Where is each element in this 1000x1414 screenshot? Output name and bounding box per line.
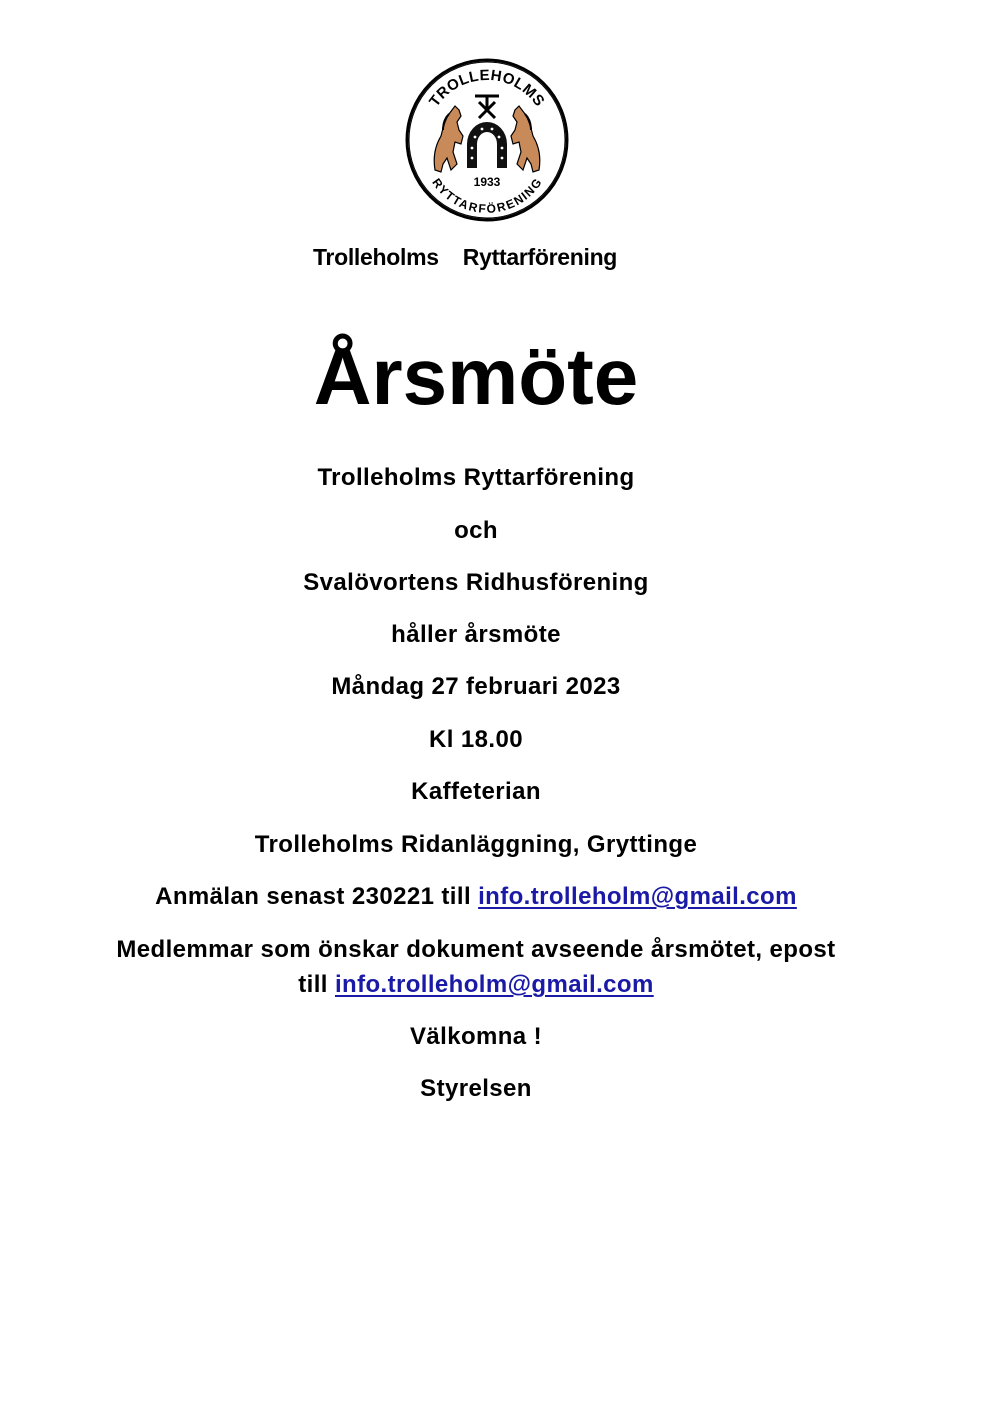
meeting-announcement: håller årsmöte xyxy=(391,621,561,648)
organizer-1: Trolleholms Ryttarförening xyxy=(317,464,635,491)
signup-line xyxy=(0,880,952,914)
documents-line xyxy=(0,932,952,1002)
meeting-date: Måndag 27 februari 2023 xyxy=(331,673,621,700)
organization-header: Trolleholms Ryttarförening xyxy=(312,244,618,270)
documents-text-line1: Medlemmar som önskar dokument avseende årsmötet, epost xyxy=(116,936,836,963)
conjunction: och xyxy=(454,517,498,544)
club-logo xyxy=(405,58,569,222)
documents-text-line2: till xyxy=(298,971,328,998)
organizer-2: Svalövortens Ridhusförening xyxy=(303,569,649,596)
meeting-location: Trolleholms Ridanläggning, Gryttinge xyxy=(254,831,698,858)
documents-email-link[interactable]: info.trolleholm@gmail.com xyxy=(334,971,654,998)
signup-email-link[interactable]: info.trolleholm@gmail.com xyxy=(478,883,797,910)
signature: Styrelsen xyxy=(420,1075,532,1102)
signup-text: Anmälan senast 230221 till xyxy=(155,883,472,910)
logo-year: 1933 xyxy=(473,175,501,189)
page-title: Årsmöte xyxy=(313,332,639,421)
logo-bottom-text: RYTTARFÖRENING xyxy=(429,175,545,216)
logo-top-text: TROLLEHOLMS xyxy=(426,66,548,110)
meeting-time: Kl 18.00 xyxy=(429,726,523,753)
welcome-text: Välkomna ! xyxy=(409,1023,543,1050)
meeting-room: Kaffeterian xyxy=(411,778,541,805)
